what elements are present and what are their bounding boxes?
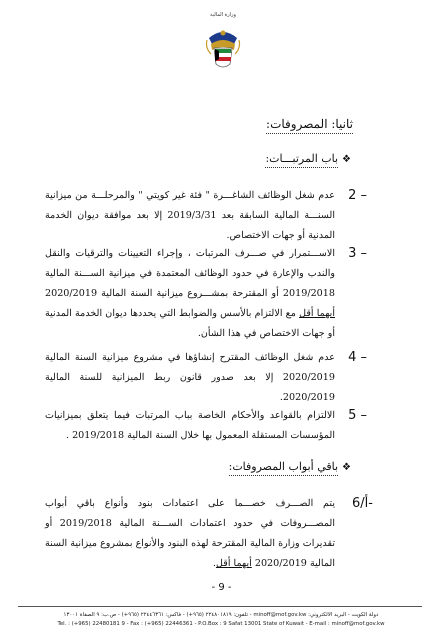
other-expenses-heading: ❖باقي أبواب المصروفات: [229, 460, 351, 473]
item-number: 3 – [348, 246, 367, 261]
item-number: 4 – [348, 350, 367, 365]
salaries-heading: ❖باب المرتبـــات: [265, 152, 351, 165]
item-paragraph: عدم شغل الوظائف الشاغـــرة " فئة غير كويتي " والمرحلـــة من ميزانية السنـــة المالية السابقة بعد 2019/3/31 إلا بعد موافقة ديوان الخدمة المدنية أو جهات الاختصاص. [45, 190, 335, 241]
item-paragraph: الاســـتمرار في صـــرف المرتبات ، وإجراء التعيينات والترقيات والنقل والندب والإعارة في حدود الوظائف المعتمدة في ميزانية الســـنة المالية 2019/2018 أو المقترحة بمشـــروع ميزانية السنة المالية 2020/2019 أيهما أقل مع الالتزام بالأسس والضوابط التي يحددها ديوان الخدمة المدنية أو جهات الاختصاص في هذا الشأن. [45, 248, 335, 339]
footer-contact-english: Tel. : (+965) 22480181 9 - Fax : (+965) 22446361 - P.O.Box : 9 Safat 13001 State of Kuwait - E-mail : minoff@mof.gov.kw [57, 621, 385, 627]
item-paragraph: عدم شغل الوظائف المقترح إنشاؤها في مشروع ميزانية السنة المالية 2020/2019 إلا بعد صدور قانون ربط الميزانية للسنة المالية 2020/2019. [45, 352, 335, 403]
footer-contact-arabic: دولة الكويت - البريد الالكتروني: minoff@mof.gov.kw - تلفون: ٢٢٤٨٠١٨١٩ (٩٦٥+) - فاكس: ٢٢٤٤٦٣٦١ (٩٦٥+) - ص.ب: ٩ الصفاة ١٣٠٠١ [63, 612, 379, 618]
diamond-bullet-icon: ❖ [342, 462, 351, 473]
underlined-phrase: أيهما أقل [299, 308, 335, 319]
item-number: 2 – [348, 188, 367, 203]
item-number: 6/أ- [352, 496, 373, 511]
diamond-bullet-icon: ❖ [342, 154, 351, 165]
item-number: 5 – [348, 408, 367, 423]
ministry-name: وزارة المالية [210, 12, 236, 18]
underlined-phrase: أيهما أقل [215, 558, 252, 569]
footer-divider [18, 606, 422, 607]
kuwait-emblem-icon [203, 24, 243, 72]
section-title: ثانيا: المصروفات: [266, 117, 353, 131]
item-paragraph: يتم الصـــرف خصـــما على اعتمادات بنود وأنواع باقي أبواب المصـــروفات في حدود اعتمادات الســـنة المالية 2019/2018 أو تقديرات وزارة المالية المقترحة لهذه البنود والأنواع بمشروع ميزانية السنة المالية 2020/2019 أيهما أقل. [45, 498, 335, 569]
item-paragraph: الالتزام بالقواعد والأحكام الخاصة بباب المرتبات فيما يتعلق بميزانيات المؤسسات المستقلة المعمول بها خلال السنة المالية 2019/2018 . [45, 410, 335, 441]
page-number: - 9 - [211, 582, 232, 593]
